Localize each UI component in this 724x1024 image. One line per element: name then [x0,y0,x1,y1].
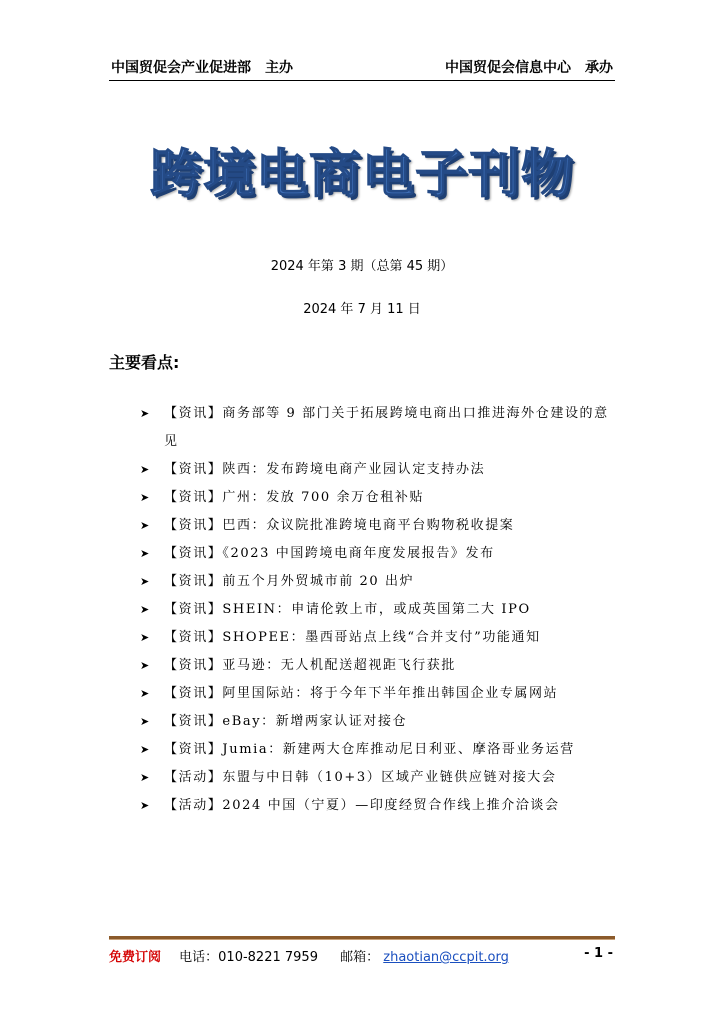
highlight-category: 【资讯】 [164,574,223,589]
highlight-text: SHOPEE：墨西哥站点上线“合并支付”功能通知 [222,630,541,645]
highlight-item [140,512,620,540]
highlight-item [140,764,620,792]
header-undertaker: 中国贸促会信息中心 承办 [445,60,613,76]
arrow-bullet-icon: ➤ [140,743,151,756]
arrow-bullet-icon: ➤ [140,491,151,504]
arrow-bullet-icon: ➤ [140,715,151,728]
highlight-category: 【资讯】 [164,546,223,561]
subscribe-label: 免费订阅 [109,950,162,965]
highlight-item [140,540,620,568]
page-footer [109,946,615,965]
highlight-category: 【资讯】 [164,686,223,701]
highlight-item [140,568,620,596]
arrow-bullet-icon: ➤ [140,575,151,588]
highlight-text: 广州：发放 700 余万仓租补贴 [222,490,425,505]
arrow-bullet-icon: ➤ [140,687,151,700]
highlight-category: 【活动】 [164,798,223,813]
highlight-text: 陕西：发布跨境电商产业园认定支持办法 [222,462,486,477]
highlight-text: 商务部等 9 部门关于拓展跨境电商出口推进海外仓建设的意见 [164,406,609,449]
highlight-text: 东盟与中日韩（10+3）区域产业链供应链对接大会 [222,770,557,785]
highlight-text: SHEIN：申请伦敦上市，或成英国第二大 IPO [222,602,531,617]
highlight-item [140,400,620,456]
email-label: 邮箱： [340,950,380,965]
highlight-item [140,680,620,708]
arrow-bullet-icon: ➤ [140,799,151,812]
highlight-text: 巴西：众议院批准跨境电商平台购物税收提案 [222,518,515,533]
publication-title: 跨境电商电子刊物 [149,145,574,205]
highlight-item [140,596,620,624]
highlight-text: 《2023 中国跨境电商年度发展报告》发布 [222,546,495,561]
highlight-category: 【资讯】 [164,518,223,533]
highlight-category: 【资讯】 [164,630,223,645]
arrow-bullet-icon: ➤ [140,407,151,420]
email-link[interactable]: zhaotian@ccpit.org [383,950,509,965]
arrow-bullet-icon: ➤ [140,603,151,616]
highlight-category: 【资讯】 [164,462,223,477]
highlight-text: Jumia：新建两大仓库推动尼日利亚、摩洛哥业务运营 [222,742,575,757]
highlight-item [140,736,620,764]
page-header [109,56,615,81]
issue-number: 2024 年第 3 期（总第 45 期） [270,259,454,274]
arrow-bullet-icon: ➤ [140,771,151,784]
header-organizer: 中国贸促会产业促进部 主办 [111,60,293,76]
highlight-category: 【资讯】 [164,490,223,505]
highlight-text: 阿里国际站：将于今年下半年推出韩国企业专属网站 [222,686,559,701]
highlight-item [140,792,620,820]
arrow-bullet-icon: ➤ [140,519,151,532]
highlight-text: 前五个月外贸城市前 20 出炉 [222,574,415,589]
arrow-bullet-icon: ➤ [140,463,151,476]
highlight-item [140,484,620,512]
highlight-text: 2024 中国（宁夏）—印度经贸合作线上推介洽谈会 [222,798,560,813]
highlight-item [140,652,620,680]
arrow-bullet-icon: ➤ [140,659,151,672]
phone-number: 电话：010-8221 7959 [179,950,318,965]
highlight-category: 【资讯】 [164,406,223,421]
highlight-category: 【资讯】 [164,602,223,617]
highlight-category: 【资讯】 [164,658,223,673]
highlights-list [140,400,620,820]
highlight-category: 【活动】 [164,770,223,785]
arrow-bullet-icon: ➤ [140,547,151,560]
highlight-category: 【资讯】 [164,742,223,757]
highlight-item [140,708,620,736]
highlight-item [140,456,620,484]
issue-date: 2024 年 7 月 11 日 [303,302,421,317]
highlight-text: eBay：新增两家认证对接仓 [222,714,408,729]
arrow-bullet-icon: ➤ [140,631,151,644]
highlight-category: 【资讯】 [164,714,223,729]
highlight-item [140,624,620,652]
highlight-text: 亚马逊：无人机配送超视距飞行获批 [222,658,457,673]
page-number: - 1 - [584,946,613,961]
highlights-heading: 主要看点: [109,353,180,372]
footer-divider [109,936,615,940]
